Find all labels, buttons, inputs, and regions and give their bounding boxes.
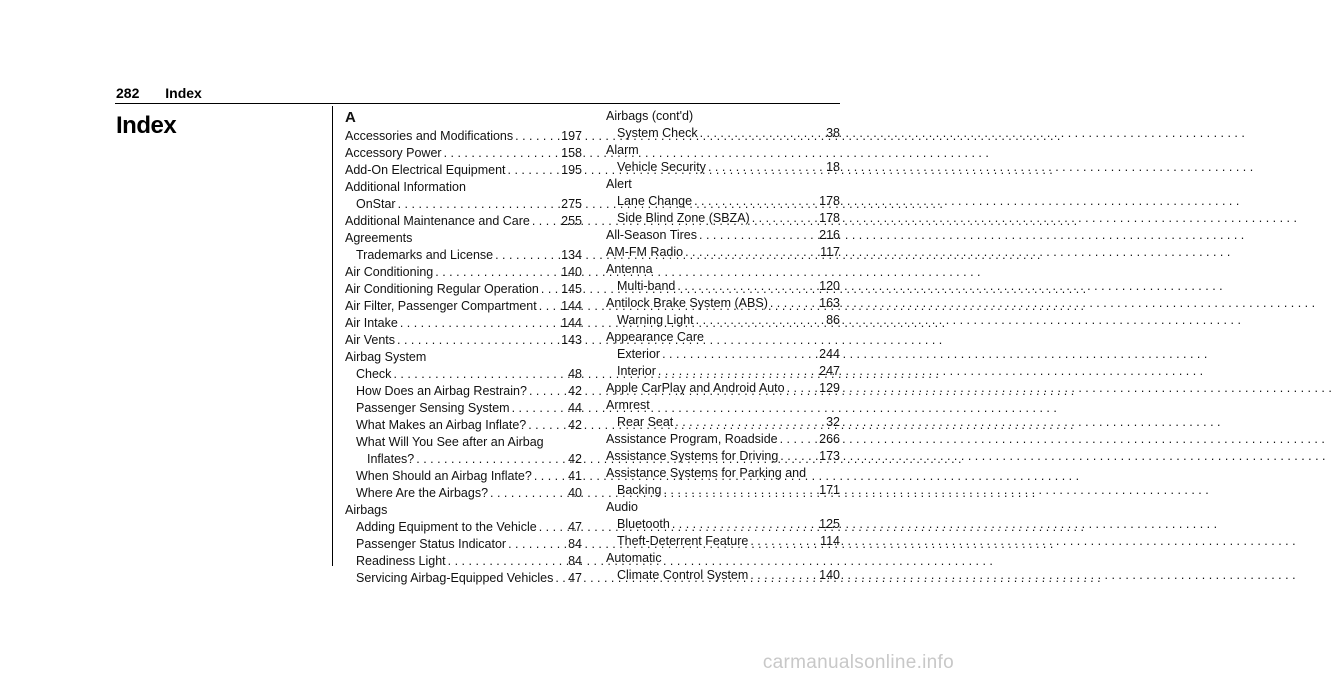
index-entry-label: Inflates? bbox=[367, 452, 415, 466]
index-entry-page: 42 bbox=[568, 418, 582, 432]
index-entry-label: Air Conditioning Regular Operation bbox=[345, 282, 539, 296]
index-entry-page: 195 bbox=[561, 163, 582, 177]
dot-leader bbox=[400, 315, 559, 332]
dot-leader bbox=[534, 468, 566, 485]
index-entry bbox=[345, 128, 582, 145]
index-entry-label: Check bbox=[356, 367, 392, 381]
index-entry-page: 42 bbox=[568, 452, 582, 466]
index-entry-page: 84 bbox=[568, 554, 582, 568]
index-entry bbox=[345, 451, 582, 468]
dot-leader bbox=[752, 210, 817, 227]
dot-leader bbox=[770, 295, 817, 312]
index-entry-page: 216 bbox=[819, 228, 840, 242]
index-entry-label: Vehicle Security bbox=[617, 160, 706, 174]
index-entry bbox=[345, 400, 582, 417]
dot-leader bbox=[696, 312, 824, 329]
dot-leader bbox=[398, 196, 560, 213]
index-entry-page: 244 bbox=[819, 347, 840, 361]
index-entry-page: 178 bbox=[819, 194, 840, 208]
index-entry bbox=[345, 162, 582, 179]
index-entry bbox=[606, 567, 840, 584]
dot-leader bbox=[675, 414, 824, 431]
index-heading: What Will You See after an Airbag bbox=[356, 435, 544, 449]
index-entry-label: Passenger Sensing System bbox=[356, 401, 510, 415]
index-entry-page: 120 bbox=[819, 279, 840, 293]
index-entry bbox=[606, 193, 840, 210]
index-entry-page: 145 bbox=[561, 282, 582, 296]
dot-leader bbox=[750, 567, 817, 584]
index-entry-label: All-Season Tires bbox=[606, 228, 698, 242]
index-entry-page: 41 bbox=[568, 469, 582, 483]
index-entry-page: 129 bbox=[819, 381, 840, 395]
index-heading: Assistance Systems for Parking and bbox=[606, 466, 807, 480]
index-entry-label: Warning Light bbox=[617, 313, 694, 327]
index-entry-page: 38 bbox=[826, 126, 840, 140]
dot-leader bbox=[444, 145, 560, 162]
index-entry-page: 47 bbox=[568, 520, 582, 534]
page-number: 282 bbox=[116, 85, 140, 101]
index-entry-page: 117 bbox=[820, 245, 840, 259]
index-entry-label: Theft-Deterrent Feature bbox=[617, 534, 749, 548]
dot-leader bbox=[539, 519, 566, 536]
dot-leader bbox=[699, 227, 817, 244]
index-entry-page: 47 bbox=[568, 571, 582, 585]
index-entry bbox=[606, 278, 840, 295]
dot-leader bbox=[780, 448, 817, 465]
index-entry bbox=[345, 383, 582, 400]
index-entry bbox=[606, 414, 840, 431]
index-entry bbox=[606, 363, 840, 380]
index-entry-page: 48 bbox=[568, 367, 582, 381]
index-entry-page: 40 bbox=[568, 486, 582, 500]
section-title: Index bbox=[116, 112, 177, 139]
index-entry-label: Air Filter, Passenger Compartment bbox=[345, 299, 537, 313]
index-entry bbox=[345, 536, 582, 553]
index-entry-label: Air Intake bbox=[345, 316, 398, 330]
index-entry bbox=[606, 295, 840, 312]
index-entry bbox=[606, 482, 840, 499]
index-entry bbox=[345, 247, 582, 264]
index-entry bbox=[345, 281, 582, 298]
index-entry bbox=[345, 519, 582, 536]
dot-leader bbox=[662, 346, 817, 363]
index-entry-label: Add-On Electrical Equipment bbox=[345, 163, 506, 177]
index-entry bbox=[606, 227, 840, 244]
index-entry-label: Multi-band bbox=[617, 279, 676, 293]
index-entry bbox=[345, 553, 582, 570]
index-entry-page: 197 bbox=[561, 129, 582, 143]
index-entry bbox=[606, 431, 840, 448]
index-heading: Audio bbox=[606, 500, 638, 514]
index-entry-label: System Check bbox=[617, 126, 698, 140]
index-entry bbox=[345, 366, 582, 383]
index-entry-label: Servicing Airbag-Equipped Vehicles bbox=[356, 571, 554, 585]
index-entry bbox=[606, 125, 840, 142]
index-entry-label: How Does an Airbag Restrain? bbox=[356, 384, 527, 398]
index-entry-label: Bluetooth bbox=[617, 517, 670, 531]
index-heading: Additional Information bbox=[345, 180, 466, 194]
dot-leader bbox=[694, 193, 817, 210]
index-entry-label: Assistance Program, Roadside bbox=[606, 432, 778, 446]
index-heading: Antenna bbox=[606, 262, 653, 276]
dot-leader bbox=[685, 244, 818, 261]
index-entry-label: Lane Change bbox=[617, 194, 693, 208]
index-entry bbox=[606, 159, 840, 176]
index-entry-label: Apple CarPlay and Android Auto bbox=[606, 381, 785, 395]
index-entry-label: AM-FM Radio bbox=[606, 245, 684, 259]
index-entry-label: Adding Equipment to the Vehicle bbox=[356, 520, 537, 534]
index-heading: Alarm bbox=[606, 143, 639, 157]
index-entry bbox=[345, 196, 582, 213]
index-entry bbox=[606, 346, 840, 363]
index-entry-page: 86 bbox=[826, 313, 840, 327]
dot-leader bbox=[780, 431, 818, 448]
index-entry-page: 42 bbox=[568, 384, 582, 398]
index-entry-page: 255 bbox=[561, 214, 582, 228]
dot-leader bbox=[435, 264, 559, 281]
index-entry-page: 84 bbox=[568, 537, 582, 551]
dot-leader bbox=[495, 247, 559, 264]
index-entry-label: Additional Maintenance and Care bbox=[345, 214, 530, 228]
header-title: Index bbox=[165, 85, 202, 101]
dot-leader bbox=[508, 536, 566, 553]
index-entry-label: When Should an Airbag Inflate? bbox=[356, 469, 532, 483]
index-entry bbox=[345, 570, 582, 587]
index-entry-label: Where Are the Airbags? bbox=[356, 486, 489, 500]
index-entry-page: 32 bbox=[826, 415, 840, 429]
index-entry bbox=[345, 468, 582, 485]
dot-leader bbox=[416, 451, 566, 468]
index-entry-page: 125 bbox=[819, 517, 840, 531]
index-entry bbox=[606, 244, 840, 261]
index-entry-page: 171 bbox=[819, 483, 840, 497]
index-entry-label: Side Blind Zone (SBZA) bbox=[617, 211, 750, 225]
index-column-2 bbox=[606, 108, 840, 584]
index-entry-label: Passenger Status Indicator bbox=[356, 537, 507, 551]
dot-leader bbox=[700, 125, 825, 142]
index-entry-label: Interior bbox=[617, 364, 656, 378]
index-entry-page: 140 bbox=[819, 568, 840, 582]
index-entry-page: 134 bbox=[561, 248, 582, 262]
index-entry-label: Air Conditioning bbox=[345, 265, 434, 279]
index-entry-page: 247 bbox=[819, 364, 840, 378]
dot-leader bbox=[541, 281, 559, 298]
index-entry-label: Accessories and Modifications bbox=[345, 129, 514, 143]
index-entry-page: 158 bbox=[561, 146, 582, 160]
index-entry bbox=[606, 312, 840, 329]
index-entry bbox=[345, 485, 582, 502]
index-entry-label: Rear Seat bbox=[617, 415, 674, 429]
dot-leader bbox=[555, 570, 566, 587]
dot-leader bbox=[490, 485, 566, 502]
index-entry-label: Air Vents bbox=[345, 333, 396, 347]
dot-leader bbox=[672, 516, 817, 533]
index-entry bbox=[606, 516, 840, 533]
dot-leader bbox=[787, 380, 818, 397]
dot-leader bbox=[529, 383, 566, 400]
index-heading: Alert bbox=[606, 177, 632, 191]
index-heading: Airbags (cont'd) bbox=[606, 109, 694, 123]
index-entry-label: Backing bbox=[617, 483, 662, 497]
index-heading: Agreements bbox=[345, 231, 413, 245]
dot-leader bbox=[393, 366, 566, 383]
dot-leader bbox=[677, 278, 817, 295]
index-entry-label: Accessory Power bbox=[345, 146, 442, 160]
dot-leader bbox=[508, 162, 560, 179]
index-entry-page: 178 bbox=[819, 211, 840, 225]
index-entry-label: Assistance Systems for Driving bbox=[606, 449, 779, 463]
index-entry-page: 143 bbox=[561, 333, 582, 347]
watermark: carmanualsonline.info bbox=[762, 652, 954, 673]
index-heading: Armrest bbox=[606, 398, 650, 412]
index-letter-heading: A bbox=[345, 109, 356, 126]
index-entry bbox=[606, 533, 840, 550]
dot-leader bbox=[539, 298, 559, 315]
index-entry bbox=[345, 145, 582, 162]
running-header bbox=[116, 85, 202, 101]
index-entry bbox=[345, 315, 582, 332]
index-entry bbox=[345, 417, 582, 434]
dot-leader bbox=[528, 417, 566, 434]
index-heading: Appearance Care bbox=[606, 330, 704, 344]
index-entry bbox=[345, 298, 582, 315]
index-entry-page: 140 bbox=[561, 265, 582, 279]
index-entry-page: 18 bbox=[826, 160, 840, 174]
index-entry-page: 44 bbox=[568, 401, 582, 415]
header-rule bbox=[115, 103, 840, 104]
index-entry-label: Climate Control System bbox=[617, 568, 749, 582]
index-entry-label: Readiness Light bbox=[356, 554, 446, 568]
index-entry-page: 275 bbox=[561, 197, 582, 211]
index-entry-label: Exterior bbox=[617, 347, 661, 361]
dot-leader bbox=[448, 553, 566, 570]
index-entry-page: 173 bbox=[819, 449, 840, 463]
index-entry-label: OnStar bbox=[356, 197, 396, 211]
index-entry-label: Trademarks and License bbox=[356, 248, 494, 262]
dot-leader bbox=[515, 128, 559, 145]
index-entry bbox=[345, 213, 582, 230]
dot-leader bbox=[532, 213, 559, 230]
index-entry bbox=[345, 332, 582, 349]
dot-leader bbox=[512, 400, 567, 417]
dot-leader bbox=[750, 533, 818, 550]
index-entry bbox=[606, 210, 840, 227]
dot-leader bbox=[397, 332, 559, 349]
index-entry bbox=[606, 380, 840, 397]
index-column-1 bbox=[345, 108, 582, 587]
index-entry bbox=[606, 448, 840, 465]
index-entry-page: 163 bbox=[819, 296, 840, 310]
dot-leader bbox=[663, 482, 817, 499]
index-entry-label: What Makes an Airbag Inflate? bbox=[356, 418, 527, 432]
dot-leader bbox=[708, 159, 824, 176]
index-entry-page: 144 bbox=[561, 316, 582, 330]
index-heading: Airbag System bbox=[345, 350, 427, 364]
dot-leader bbox=[658, 363, 817, 380]
index-entry-label: Antilock Brake System (ABS) bbox=[606, 296, 768, 310]
index-entry-page: 114 bbox=[820, 534, 840, 548]
index-entry bbox=[345, 264, 582, 281]
index-heading: Automatic bbox=[606, 551, 662, 565]
index-entry-page: 144 bbox=[561, 299, 582, 313]
index-heading: Airbags bbox=[345, 503, 388, 517]
index-entry-page: 266 bbox=[819, 432, 840, 446]
column-divider bbox=[332, 106, 333, 566]
